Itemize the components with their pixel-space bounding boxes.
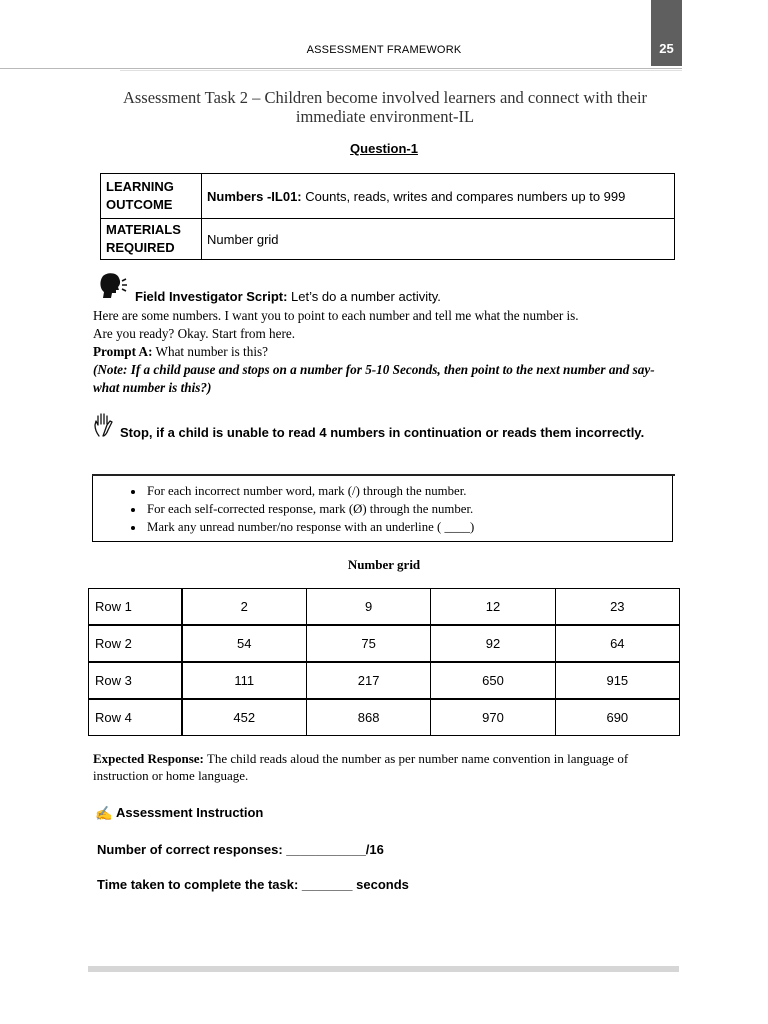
grid-cell: 915 <box>555 662 679 699</box>
materials-row <box>101 219 675 260</box>
marking-instructions-list <box>93 482 672 536</box>
prompt-text: What number is this? <box>152 344 268 359</box>
header-divider <box>0 68 682 69</box>
script-label: Field Investigator Script: <box>135 289 288 304</box>
grid-cell: 75 <box>306 625 430 662</box>
header-title: ASSESSMENT FRAMEWORK <box>306 44 462 56</box>
row-label: Row 2 <box>89 625 182 662</box>
script-line <box>135 289 441 304</box>
list-item: • For each incorrect number word, mark (/) through the number. <box>145 482 672 500</box>
time-taken-line: Time taken to complete the task: _______ seconds <box>97 877 409 892</box>
script-note: (Note: If a child pause and stops on a number for 5-10 Seconds, then point to the next number and say- what number is this?) <box>93 362 655 395</box>
assessment-instruction-heading: Assessment Instruction <box>116 805 264 820</box>
grid-cell: 452 <box>182 699 307 736</box>
prompt-line <box>93 343 683 361</box>
stop-text: Stop, if a child is unable to read 4 numbers in continuation or reads them incorrectly. <box>120 425 645 440</box>
grid-cell: 868 <box>306 699 430 736</box>
learning-outcome-label: LEARNING OUTCOME <box>101 174 202 219</box>
number-grid <box>88 588 680 736</box>
grid-cell: 2 <box>182 589 307 626</box>
question-heading: Question-1 <box>350 141 418 156</box>
correct-responses-line: Number of correct responses: ___________/16 <box>97 842 384 857</box>
script-text: Let’s do a number activity. <box>287 289 441 304</box>
materials-value: Number grid <box>202 219 675 260</box>
grid-cell: 111 <box>182 662 307 699</box>
grid-cell: 64 <box>555 625 679 662</box>
speaking-head-icon <box>97 272 129 300</box>
footer-bar <box>88 966 679 972</box>
grid-cell: 9 <box>306 589 430 626</box>
script-paragraph <box>93 307 683 397</box>
row-label: Row 1 <box>89 589 182 626</box>
grid-cell: 217 <box>306 662 430 699</box>
page-number-tab <box>651 0 682 66</box>
grid-cell: 23 <box>555 589 679 626</box>
task-title: Assessment Task 2 – Children become involved learners and connect with their immediate environment-IL <box>122 88 648 126</box>
learning-outcome-value <box>202 174 675 219</box>
row-label: Row 3 <box>89 662 182 699</box>
learning-outcome-text: Counts, reads, writes and compares numbers up to 999 <box>301 188 626 204</box>
row-label: Row 4 <box>89 699 182 736</box>
stop-instruction <box>93 424 653 442</box>
grid-cell: 690 <box>555 699 679 736</box>
grid-cell: 54 <box>182 625 307 662</box>
grid-cell: 92 <box>431 625 555 662</box>
expected-text: The child reads aloud the number as per number name convention in language of instruction or home language. <box>93 751 629 783</box>
learning-outcome-row <box>101 174 675 219</box>
table-row <box>89 699 680 736</box>
writing-hand-icon: ✍ <box>95 805 113 821</box>
expected-response <box>93 750 683 784</box>
list-item: • For each self-corrected response, mark (Ø) through the number. <box>145 500 672 518</box>
table-row <box>89 589 680 626</box>
page-number: 25 <box>659 41 674 56</box>
marking-instructions-box <box>92 475 673 542</box>
table-row <box>89 625 680 662</box>
learning-outcome-code: Numbers -IL01: <box>207 188 302 204</box>
outcome-table <box>100 173 675 260</box>
header-divider-shadow <box>120 70 682 71</box>
number-grid-title: Number grid <box>347 557 421 572</box>
grid-cell: 970 <box>431 699 555 736</box>
grid-cell: 650 <box>431 662 555 699</box>
script-line-1: Here are some numbers. I want you to point to each number and tell me what the number is. <box>93 308 579 323</box>
table-row <box>89 662 680 699</box>
grid-cell: 12 <box>431 589 555 626</box>
list-item: • Mark any unread number/no response with an underline ( ____) <box>145 518 672 536</box>
expected-label: Expected Response: <box>93 751 204 766</box>
script-line-2: Are you ready? Okay. Start from here. <box>93 326 296 341</box>
prompt-label: Prompt A: <box>93 344 153 359</box>
materials-label: MATERIALS REQUIRED <box>101 219 202 260</box>
